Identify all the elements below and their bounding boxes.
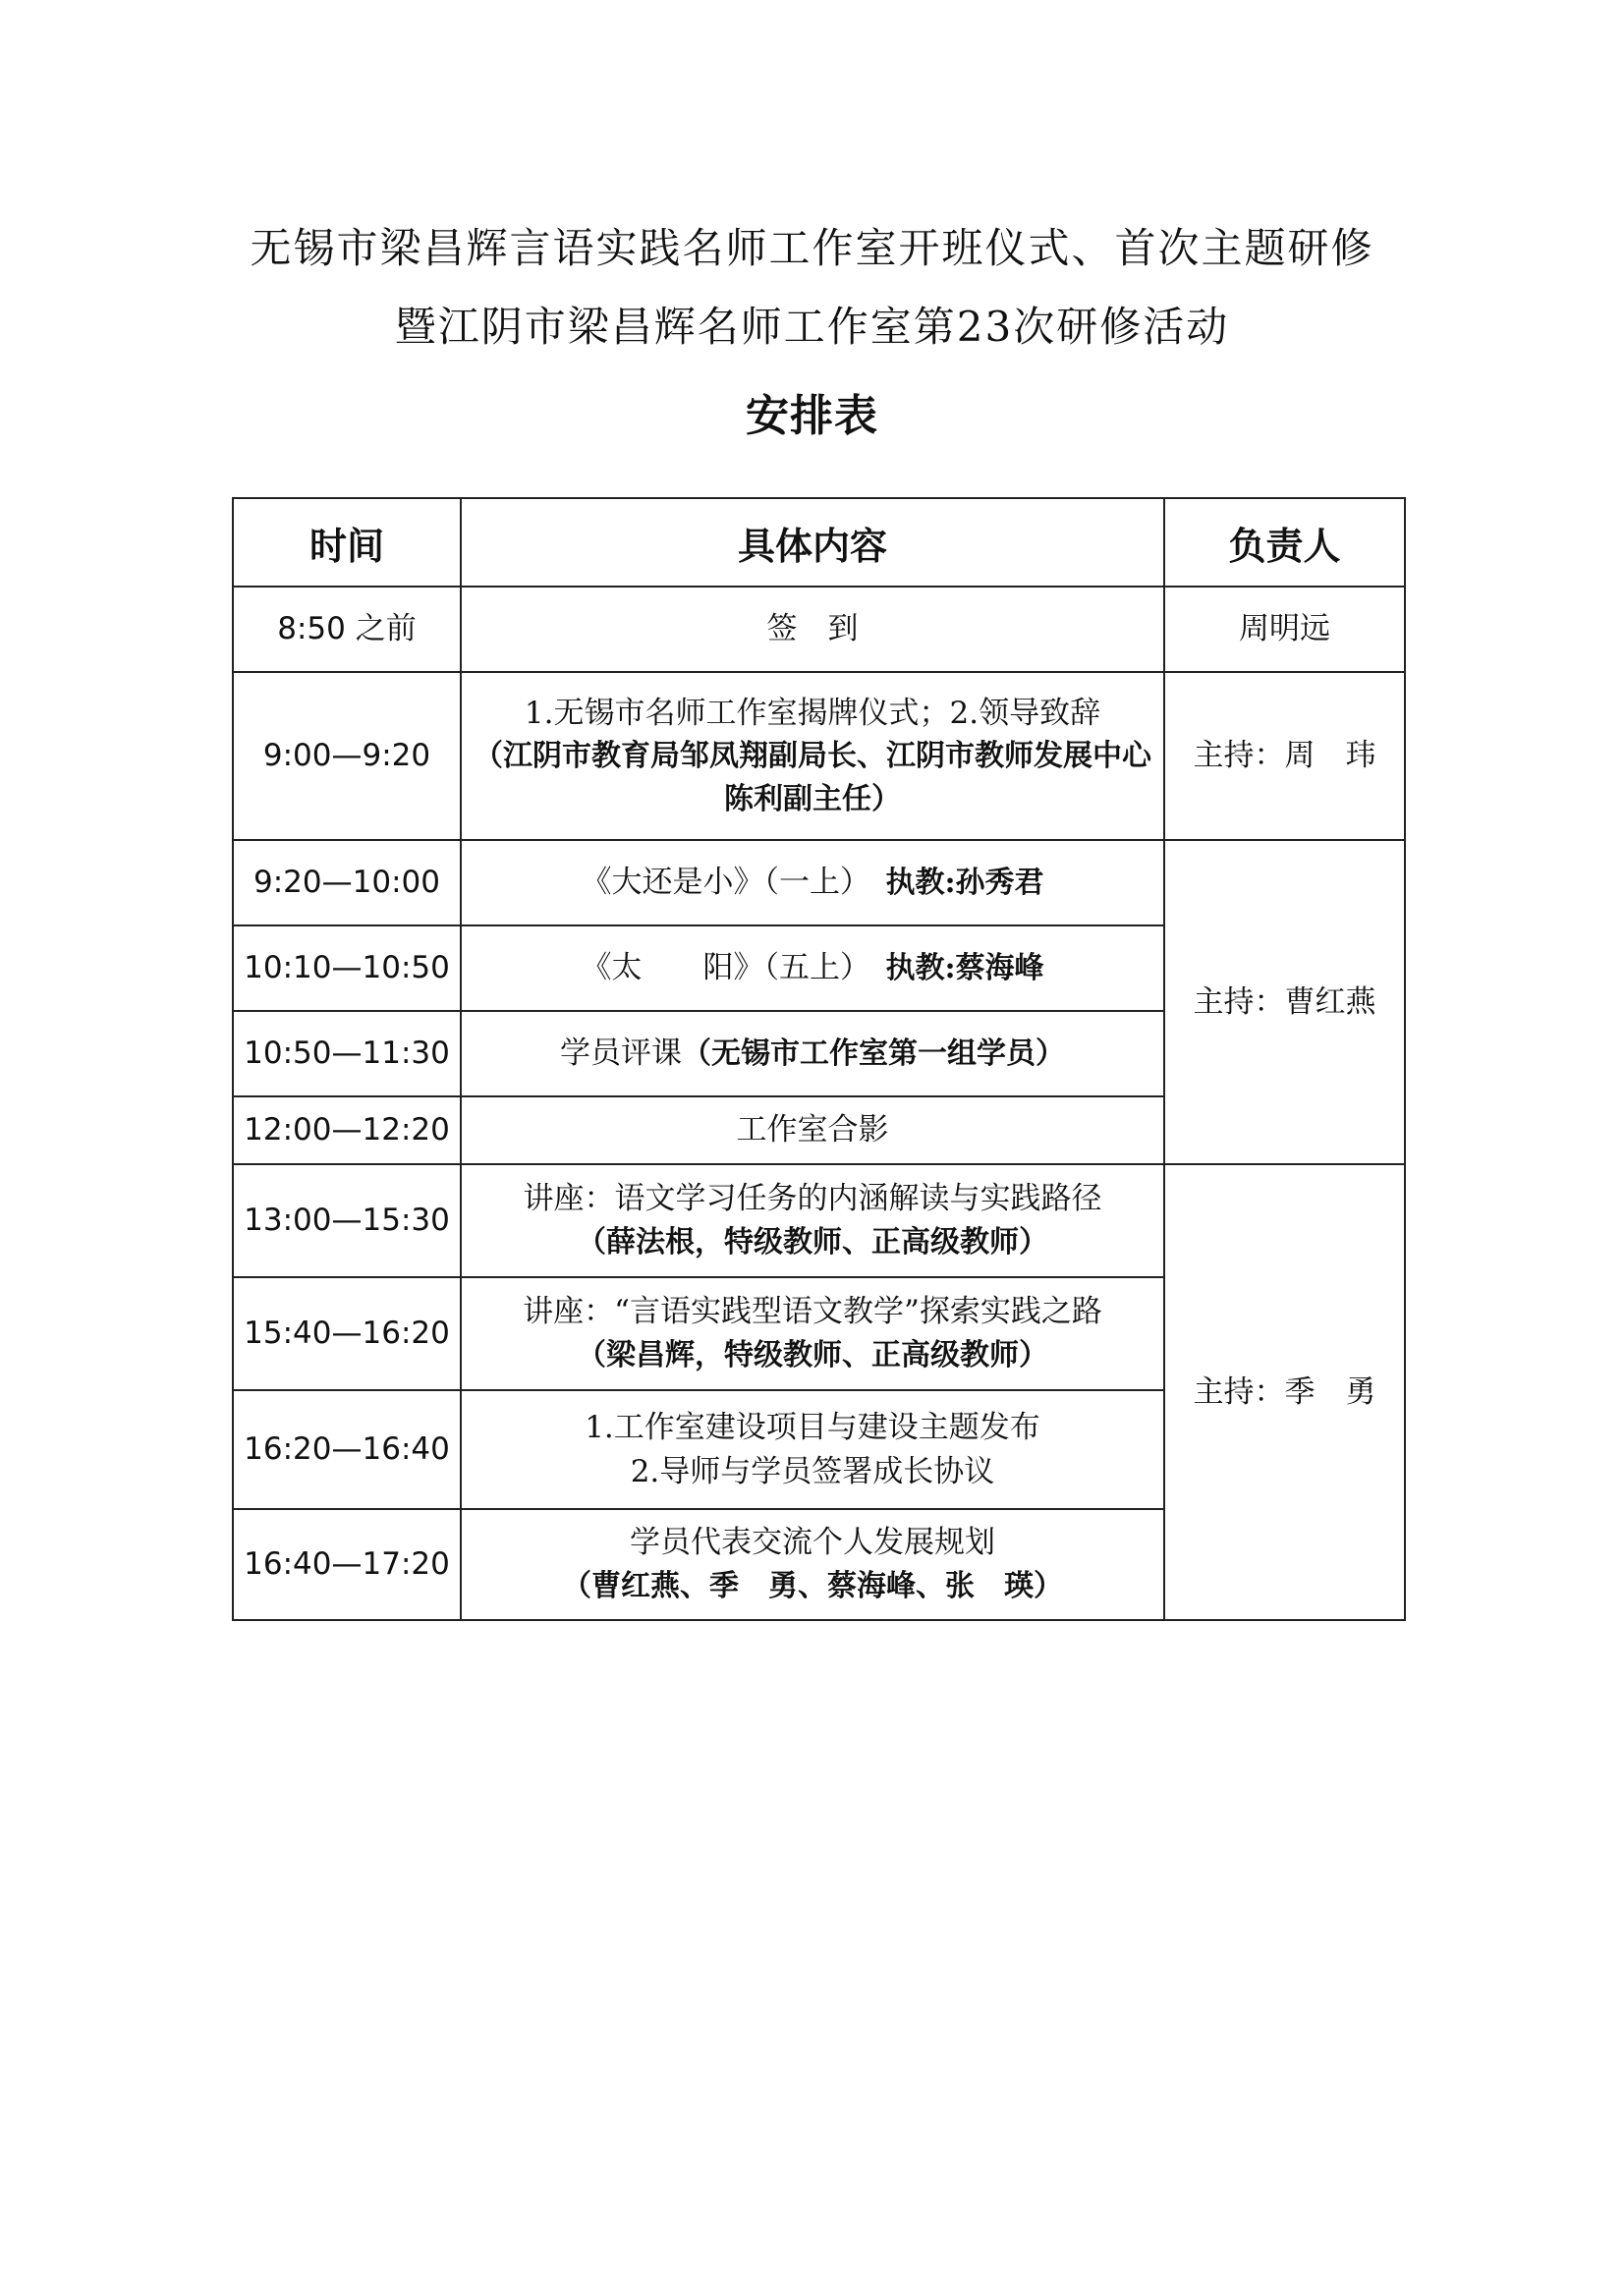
header-person: 负责人 [1164, 498, 1405, 587]
schedule-table [232, 497, 1406, 1621]
row-content [461, 1277, 1164, 1390]
row-person: 主持：周 玮 [1164, 672, 1405, 840]
row-content [461, 925, 1164, 1011]
row-time: 16:40—17:20 [233, 1509, 461, 1620]
row-content-sub: （江阴市教育局邹凤翔副局长、江阴市教师发展中心陈利副主任） [474, 739, 1151, 816]
row-time: 13:00—15:30 [233, 1164, 461, 1277]
document-title-line2: 暨江阴市梁昌辉名师工作室第23次研修活动 [394, 303, 1230, 351]
row-content-text: 学员代表交流个人发展规划 [630, 1525, 995, 1561]
row-content-bold: 执教:孙秀君 [885, 866, 1044, 901]
table-header-row [233, 498, 1405, 587]
row-content-text: 1.工作室建设项目与建设主题发布 [585, 1409, 1040, 1445]
row-content-text: 1.无锡市名师工作室揭牌仪式；2.领导致辞 [524, 695, 1101, 731]
row-time: 10:10—10:50 [233, 925, 461, 1011]
document-title-line1: 无锡市梁昌辉言语实践名师工作室开班仪式、首次主题研修 [250, 224, 1374, 272]
row-content-sub: （梁昌辉，特级教师、正高级教师） [577, 1338, 1048, 1373]
row-content-text: 学员评课 [560, 1036, 682, 1072]
row-content [461, 840, 1164, 925]
row-content [461, 672, 1164, 840]
row-content-text: 讲座：“言语实践型语文教学”探索实践之路 [523, 1294, 1102, 1330]
table-row [233, 672, 1405, 840]
host-morning: 主持：曹红燕 [1164, 840, 1405, 1164]
row-content [461, 1164, 1164, 1277]
header-content: 具体内容 [461, 498, 1164, 587]
row-content-text-2: 2.导师与学员签署成长协议 [630, 1453, 995, 1489]
document-title-schedule: 安排表 [746, 391, 878, 441]
row-content-text: 工作室合影 [736, 1112, 889, 1148]
row-time: 12:00—12:20 [233, 1096, 461, 1164]
row-content [461, 1096, 1164, 1164]
host-afternoon: 主持：季 勇 [1164, 1164, 1405, 1620]
row-content-sub: （薛法根，特级教师、正高级教师） [577, 1225, 1048, 1260]
row-content-sub: （曹红燕、季 勇、蔡海峰、张 瑛） [562, 1569, 1063, 1604]
header-time: 时间 [233, 498, 461, 587]
table-row [233, 587, 1405, 672]
row-time: 9:00—9:20 [233, 672, 461, 840]
row-time: 9:20—10:00 [233, 840, 461, 925]
row-content [461, 587, 1164, 672]
row-content [461, 1011, 1164, 1096]
row-content-bold: （无锡市工作室第一组学员） [682, 1036, 1065, 1072]
row-content-text: 讲座：语文学习任务的内涵解读与实践路径 [523, 1181, 1102, 1217]
row-content-text: 《大还是小》（一上） [581, 865, 856, 901]
row-content-bold: 执教:蔡海峰 [885, 951, 1044, 986]
table-row [233, 840, 1405, 925]
row-time: 15:40—16:20 [233, 1277, 461, 1390]
row-content [461, 1390, 1164, 1509]
row-content [461, 1509, 1164, 1620]
table-row [233, 1164, 1405, 1277]
row-time: 8:50 之前 [233, 587, 461, 672]
row-time: 10:50—11:30 [233, 1011, 461, 1096]
row-time: 16:20—16:40 [233, 1390, 461, 1509]
row-person: 周明远 [1164, 587, 1405, 672]
row-content-text: 签 到 [766, 611, 859, 647]
row-content-text: 《太 阳》（五上） [581, 950, 856, 986]
